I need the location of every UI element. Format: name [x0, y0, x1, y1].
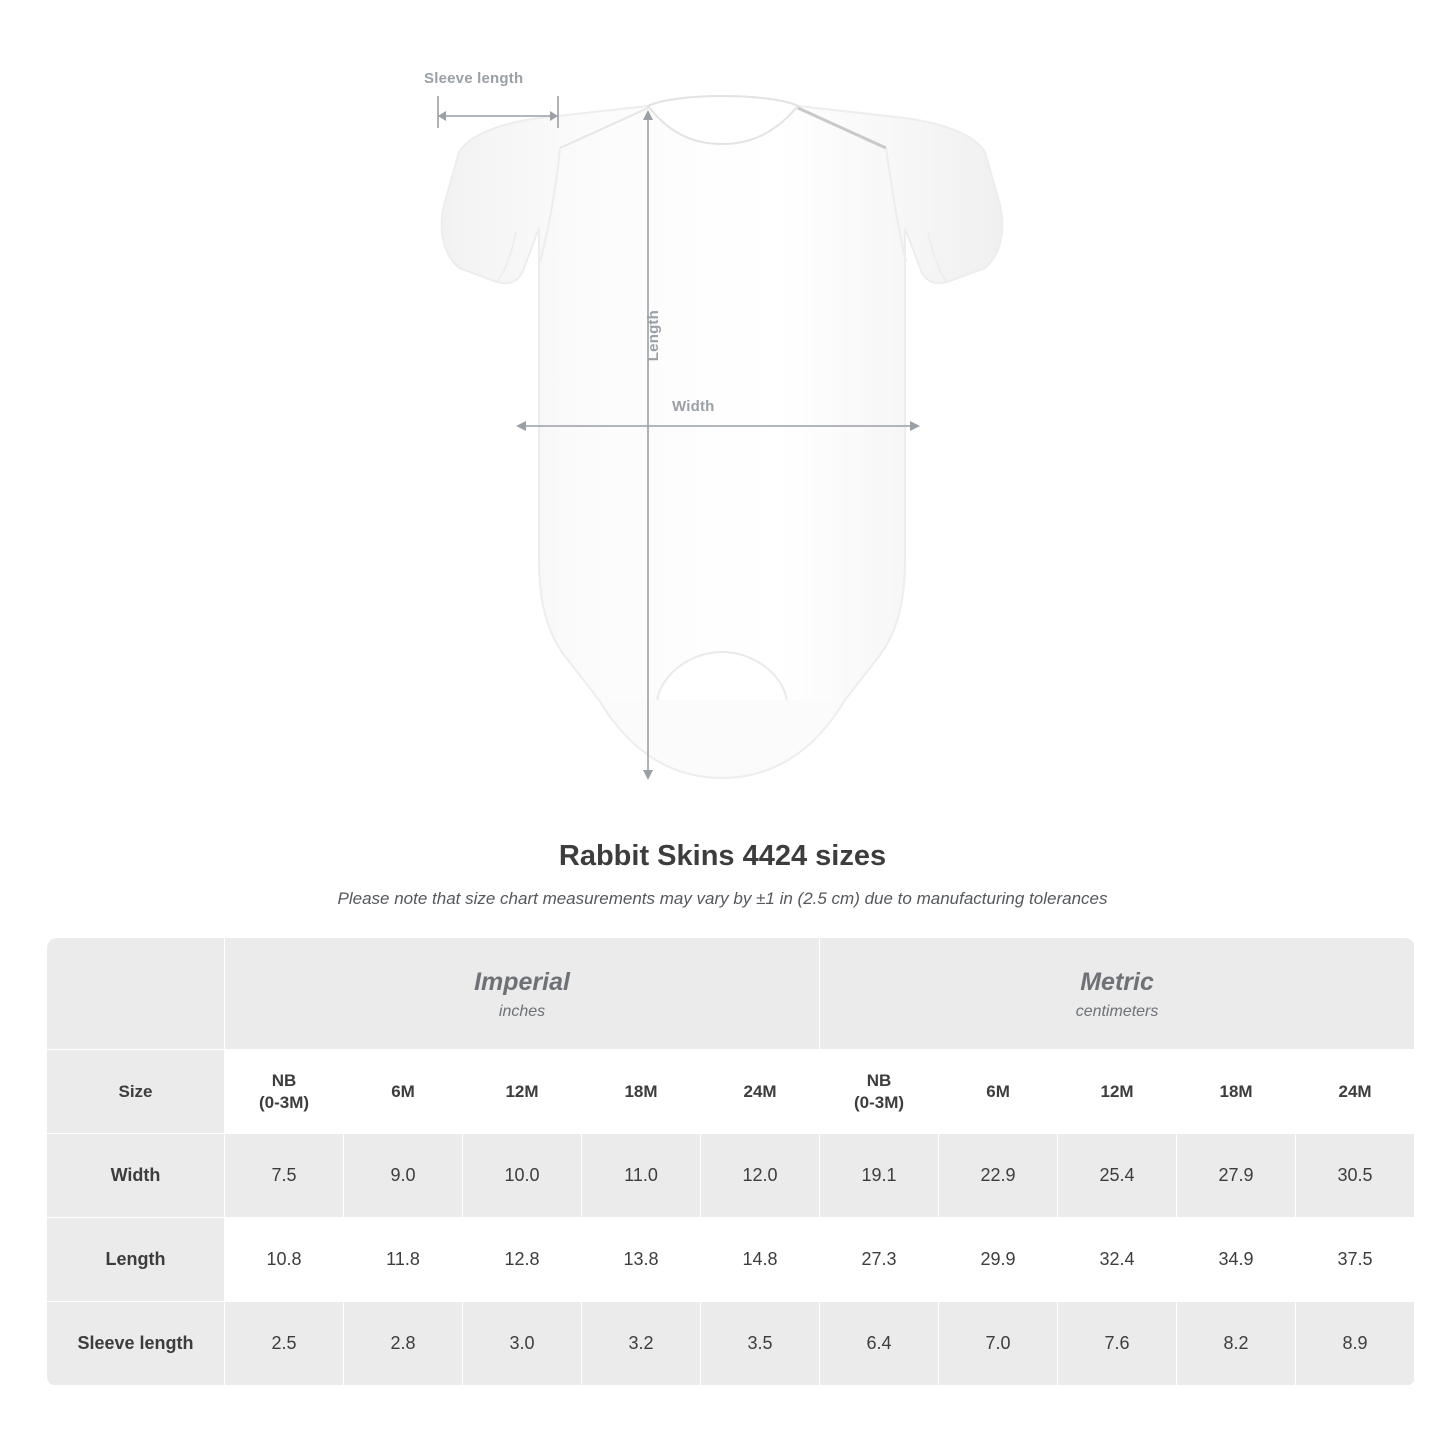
unit-name-imperial: Imperial — [474, 967, 570, 996]
unit-header-row — [47, 938, 1415, 1050]
unit-header-corner — [47, 938, 225, 1050]
row-label-width: Width — [47, 1134, 225, 1218]
column-header-metric-6m: 6M — [939, 1050, 1058, 1134]
column-header-imperial-24m: 24M — [701, 1050, 820, 1134]
column-header-metric-24m: 24M — [1296, 1050, 1415, 1134]
cell-length-metric-12m: 32.4 — [1058, 1218, 1177, 1302]
cell-width-imperial-12m: 10.0 — [463, 1134, 582, 1218]
cell-sleeve-imperial-nb: 2.5 — [225, 1302, 344, 1386]
row-label-sleeve-length: Sleeve length — [47, 1302, 225, 1386]
cell-sleeve-metric-12m: 7.6 — [1058, 1302, 1177, 1386]
cell-width-imperial-24m: 12.0 — [701, 1134, 820, 1218]
cell-sleeve-imperial-24m: 3.5 — [701, 1302, 820, 1386]
size-chart-table — [46, 937, 1415, 1386]
title-block — [0, 840, 1445, 909]
col-line2: (0-3M) — [258, 1092, 310, 1112]
length-label: Length — [645, 310, 662, 362]
size-chart-table-wrapper — [46, 937, 1399, 1386]
cell-width-imperial-nb: 7.5 — [225, 1134, 344, 1218]
cell-length-metric-24m: 37.5 — [1296, 1218, 1415, 1302]
cell-width-imperial-6m: 9.0 — [344, 1134, 463, 1218]
cell-width-metric-12m: 25.4 — [1058, 1134, 1177, 1218]
table-row — [47, 1134, 1415, 1218]
column-header-metric-nb — [820, 1050, 939, 1134]
cell-length-imperial-12m: 12.8 — [463, 1218, 582, 1302]
cell-sleeve-metric-24m: 8.9 — [1296, 1302, 1415, 1386]
cell-sleeve-imperial-18m: 3.2 — [582, 1302, 701, 1386]
cell-width-metric-24m: 30.5 — [1296, 1134, 1415, 1218]
cell-length-metric-6m: 29.9 — [939, 1218, 1058, 1302]
sleeve-length-label: Sleeve length — [424, 70, 524, 87]
col-line1: NB — [866, 1071, 892, 1091]
header-size-label: Size — [47, 1050, 225, 1134]
page-title: Rabbit Skins 4424 sizes — [558, 840, 887, 872]
cell-width-metric-18m: 27.9 — [1177, 1134, 1296, 1218]
table-row — [47, 1218, 1415, 1302]
cell-width-metric-nb: 19.1 — [820, 1134, 939, 1218]
unit-sub-metric: centimeters — [1075, 1002, 1159, 1020]
column-header-imperial-nb — [225, 1050, 344, 1134]
unit-header-imperial — [225, 938, 820, 1050]
column-header-imperial-6m: 6M — [344, 1050, 463, 1134]
cell-sleeve-metric-nb: 6.4 — [820, 1302, 939, 1386]
row-label-length: Length — [47, 1218, 225, 1302]
col-line2: (0-3M) — [854, 1092, 905, 1112]
cell-length-imperial-24m: 14.8 — [701, 1218, 820, 1302]
cell-length-imperial-6m: 11.8 — [344, 1218, 463, 1302]
cell-length-imperial-nb: 10.8 — [225, 1218, 344, 1302]
unit-header-metric — [820, 938, 1415, 1050]
tolerance-note: Please note that size chart measurements may vary by ±1 in (2.5 cm) due to manufacturing tolerances — [337, 889, 1108, 908]
table-row — [47, 1302, 1415, 1386]
column-header-metric-12m: 12M — [1058, 1050, 1177, 1134]
cell-width-imperial-18m: 11.0 — [582, 1134, 701, 1218]
column-header-imperial-18m: 18M — [582, 1050, 701, 1134]
cell-length-metric-nb: 27.3 — [820, 1218, 939, 1302]
cell-length-imperial-18m: 13.8 — [582, 1218, 701, 1302]
unit-name-metric: Metric — [1080, 967, 1154, 996]
cell-sleeve-imperial-6m: 2.8 — [344, 1302, 463, 1386]
cell-width-metric-6m: 22.9 — [939, 1134, 1058, 1218]
width-label: Width — [672, 398, 715, 415]
bodysuit-body — [442, 96, 1003, 778]
cell-sleeve-metric-18m: 8.2 — [1177, 1302, 1296, 1386]
size-header-row — [47, 1050, 1415, 1134]
col-line1: NB — [271, 1071, 297, 1091]
unit-sub-imperial: inches — [498, 1002, 546, 1020]
column-header-metric-18m: 18M — [1177, 1050, 1296, 1134]
cell-sleeve-imperial-12m: 3.0 — [463, 1302, 582, 1386]
column-header-imperial-12m: 12M — [463, 1050, 582, 1134]
cell-sleeve-metric-6m: 7.0 — [939, 1302, 1058, 1386]
cell-length-metric-18m: 34.9 — [1177, 1218, 1296, 1302]
